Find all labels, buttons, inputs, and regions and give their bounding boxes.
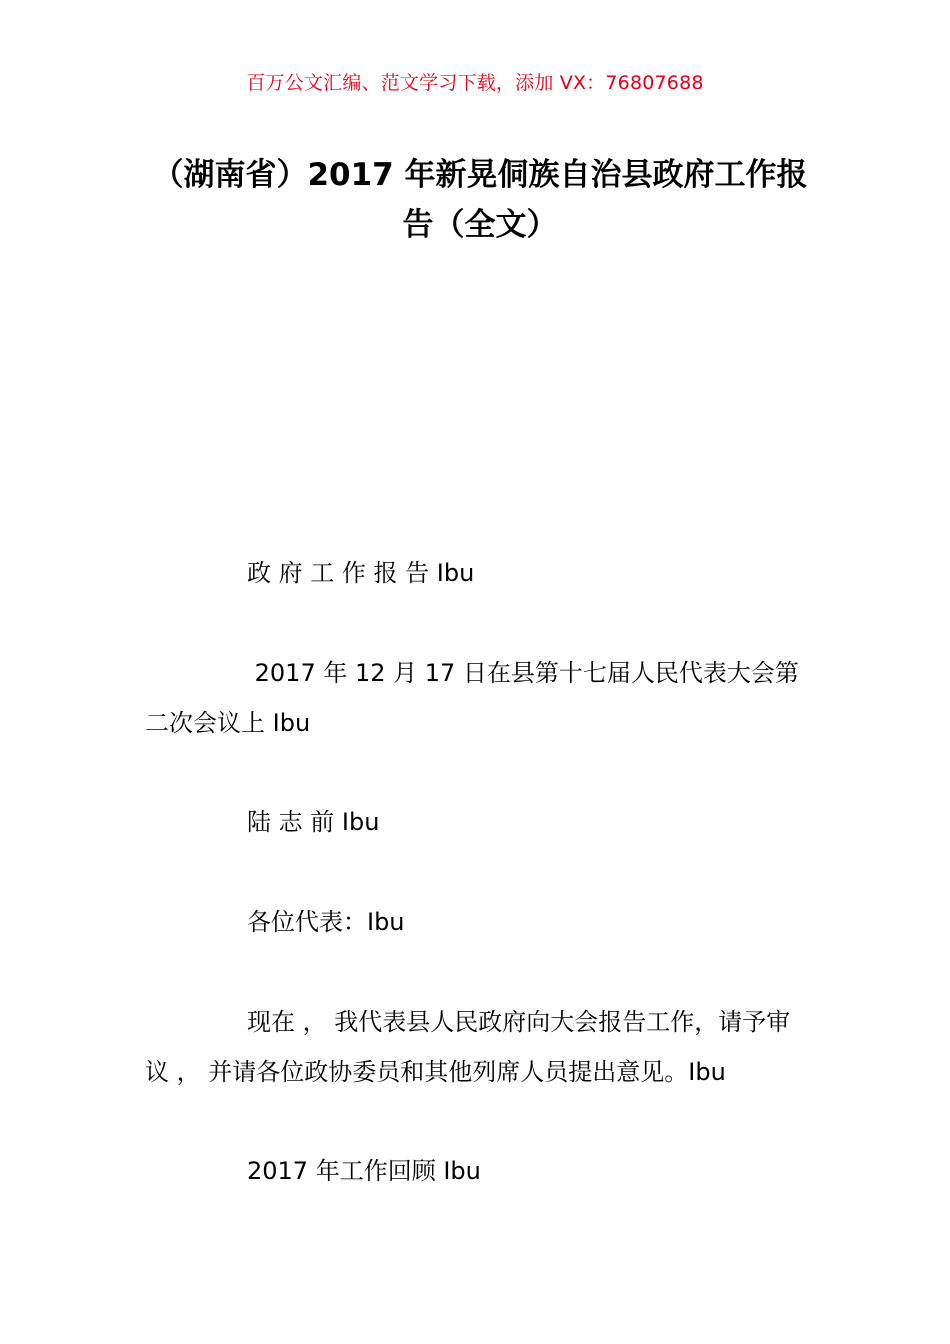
paragraph-text: 政 府 工 作 报 告 Ibu	[247, 559, 475, 587]
document-title: （湖南省）2017 年新晃侗族自治县政府工作报告（全文）	[152, 157, 808, 243]
promo-header: 百万公文汇编、范文学习下载，添加 VX：76807688	[246, 72, 704, 94]
paragraph-text: 2017 年工作回顾 Ibu	[247, 1157, 481, 1185]
paragraph-report-heading	[145, 548, 810, 598]
paragraph-speaker	[145, 797, 810, 847]
paragraph-text: 现在 ， 我代表县人民政府向大会报告工作，请予审议 ， 并请各位政协委员和其他列席人员提出意见。Ibu	[145, 1008, 791, 1086]
paragraph-text: 各位代表：Ibu	[247, 908, 405, 936]
paragraph-text: 陆 志 前 Ibu	[247, 808, 380, 836]
paragraph-introduction	[145, 997, 810, 1097]
paragraph-section-heading	[145, 1146, 810, 1196]
paragraph-salutation	[145, 897, 810, 947]
paragraph-text: 2017 年 12 月 17 日在县第十七届人民代表大会第二次会议上 Ibu	[145, 659, 799, 737]
paragraph-meeting-date	[145, 648, 810, 748]
